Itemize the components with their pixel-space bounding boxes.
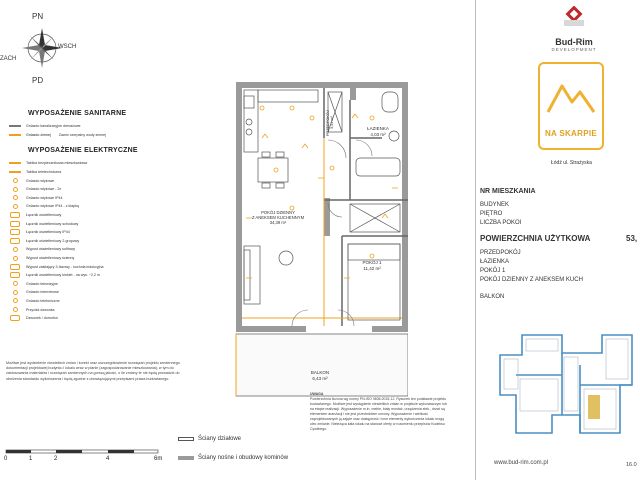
bud-rim-logo-icon	[562, 6, 586, 30]
electrical-symbol-icon	[13, 195, 18, 200]
electrical-symbol-icon	[13, 307, 18, 312]
hall-name: PRZEDPOKÓJ	[326, 110, 330, 136]
legend-row: Gniazdo wtykowe IP44 - z klapką	[4, 202, 164, 211]
kitchen-counter	[244, 90, 318, 152]
living-room-area: 34,39 m²	[269, 220, 287, 226]
room1-name: POKÓJ 1	[362, 260, 382, 265]
legend-row: Wypust oświetleniowy sufitowy	[4, 245, 164, 254]
electrical-symbol-icon	[13, 298, 18, 303]
electrical-symbol-icon	[13, 204, 18, 209]
project-logo	[538, 62, 604, 150]
hill-logo-icon	[540, 72, 602, 122]
spec-room-hall: PRZEDPOKÓJ	[480, 250, 521, 256]
compass-east: WSCH	[58, 44, 77, 50]
project-name: NA SKARPIE	[544, 129, 598, 138]
building-key-plan	[492, 325, 640, 443]
legend-row: Gniazdo wtykowe	[4, 176, 164, 185]
brand-logo	[534, 6, 614, 52]
spec-room-1: POKÓJ 1	[480, 268, 506, 274]
brand-sub: DEVELOPMENT	[551, 47, 597, 52]
electrical-symbol-icon	[10, 272, 20, 278]
compass-north: PN	[32, 12, 44, 21]
brand-name: Bud-Rim	[555, 37, 593, 47]
electrical-symbol-icon	[10, 238, 20, 244]
balcony-area: 6,43 m²	[312, 375, 328, 381]
spec-rooms: LICZBA POKOI	[480, 220, 522, 226]
legend-row: Gniazdo kanalizacyjne drenażowe	[4, 122, 164, 131]
scale-tick: 1	[29, 456, 33, 462]
electrical-title: WYPOSAŻENIE ELEKTRYCZNE	[28, 147, 138, 155]
living-room-name: POKÓJ DZIENNY	[261, 210, 295, 215]
balcony-area	[236, 334, 408, 396]
electrical-symbol-icon	[10, 212, 20, 218]
electrical-symbol-icon	[9, 162, 21, 164]
legend-row: Gniazdo internetowe	[4, 288, 164, 297]
note-right-title: UWAGA	[310, 392, 324, 396]
apartment-number-title: NR MIESZKANIA	[480, 188, 536, 195]
balcony-name: BALKON	[310, 370, 330, 375]
scale-tick: 2	[54, 456, 58, 462]
door-swings	[292, 140, 372, 326]
electrical-symbol-icon	[13, 256, 18, 261]
compass-rose	[0, 10, 84, 88]
scale-tick: 4	[106, 456, 110, 462]
scale-bar	[4, 448, 164, 474]
legend-row: Łącznik oświetleniowy 2-grupowy	[4, 237, 164, 246]
legend-row: Gniazdo telewizyjne	[4, 280, 164, 289]
legend-row: Łącznik oświetleniowy kinkiet - na wys. ~2,2 m	[4, 271, 164, 280]
legend-row: Łącznik oświetleniowy	[4, 211, 164, 220]
legend	[4, 110, 164, 322]
bathroom-name: ŁAZIENKA	[367, 126, 389, 131]
legend-row: Dzwonek / domofon	[4, 314, 164, 323]
compass-west: ZACH	[0, 56, 17, 62]
note-left: Możliwe jest wydzielenie niewielkich zmian i korekt oraz uszczegółowienie rozwiązań projektu zamiennego dokumentacji projektowej budynku i lokalu wraz w planie (zagospodarowanie mieszkowania), w tym do zastosowania materiałów i rozwiązań zamiennych na gorszą jakość, o ile zmiany te nie będą prowadzić do obniżenia standardu wykończenia i będą zgodne z obowiązującymi przepisami prawa budowlanego.	[6, 361, 180, 381]
usable-area-value: 53,	[626, 234, 638, 243]
legend-row: Gniazdo wtykowe - 2x	[4, 185, 164, 194]
electrical-symbol-icon	[10, 221, 20, 227]
scale-tick: 0	[4, 456, 8, 462]
electrical-symbol-icon	[13, 290, 18, 295]
electrical-symbol-icon	[10, 264, 20, 270]
compass-south: PD	[32, 76, 44, 85]
note-right-text: Powierzchnia liczona wg normy PN-ISO 9836:2015-12. Rysunek ten podstawie projektu budowlanego. Możliwe jest wystąpienie niewielkich zmian w projekcie wykonawczym lub na etapie realizacji. Wyposażenie m.in. meble, biały montaż, urządzenia elek., drzwi są elementem aranżacji i nie jest przedmiotem umowy. Wyposażenie i wielkość zaprojektowanych ją zajęte oraz dostępność i inne elementy wykończenia lokalu mogą ulec zmianie. Nieleżąca kata lokalu na stanowi oferty w rozumieniu przepisów Kodeksu Cywilnego.	[310, 397, 447, 431]
bathroom-area: 4,03 m²	[370, 131, 386, 137]
hall-area: 3,41 m²	[330, 116, 334, 130]
legend-row: Tablica bezpiecznikowa mieszkaniowa	[4, 159, 164, 168]
electrical-symbol-icon	[10, 315, 20, 321]
spec-room-bath: ŁAZIENKA	[480, 259, 510, 265]
panel-divider	[475, 0, 476, 480]
room1-area: 11,42 m²	[363, 265, 381, 271]
sanitary-title: WYPOSAŻENIE SANITARNE	[28, 110, 127, 117]
electrical-list	[4, 159, 164, 322]
legend-row: Gniazdo wtykowe IP44	[4, 194, 164, 203]
spec-balcony: BALKON	[480, 294, 505, 300]
living-room-name2: Z ANEKSEM KUCHENNYM	[251, 215, 305, 221]
electrical-symbol-icon	[13, 247, 18, 252]
legend-row: Łącznik oświetleniowy IP44	[4, 228, 164, 237]
legend-row: Przycisk dzwonka	[4, 305, 164, 314]
project-location: Łódź ul. Strażyska	[551, 160, 592, 166]
partition-swatch	[178, 437, 194, 441]
electrical-symbol-icon	[13, 281, 18, 286]
apartment-highlight	[588, 395, 600, 419]
electrical-symbol-icon	[13, 187, 18, 192]
legend-row: Wypust oświetleniowy ścienny	[4, 254, 164, 263]
note-right	[310, 392, 450, 432]
spec-room-living: POKÓJ DZIENNY Z ANEKSEM KUCH	[480, 277, 583, 283]
electrical-symbol-icon	[9, 171, 21, 173]
spec-building: BUDYNEK	[480, 202, 510, 208]
drain-icon	[9, 125, 21, 127]
legend-row: Tablica teletechniczna	[4, 168, 164, 177]
bearing-wall-key: Ściany nośne i obudowy kominów	[178, 455, 288, 461]
print-date: 16.0	[626, 462, 637, 468]
electrical-symbol-icon	[10, 229, 20, 235]
coffee-table	[279, 251, 293, 265]
floor-plan	[232, 78, 408, 440]
water-pipe-icon	[9, 134, 21, 136]
website-url[interactable]: www.bud-rim.com.pl	[494, 460, 549, 466]
partition-wall-key: Ściany działowe	[178, 436, 241, 442]
legend-row: Gniazdo zimnej Zawór czerpalny wody zimnej	[4, 131, 164, 140]
legend-row: Wypust zasilający 3-fazowy - kuchnia indukcyjna	[4, 262, 164, 271]
sofa	[244, 246, 260, 304]
spec-floor: PIĘTRO	[480, 211, 503, 217]
legend-row: Gniazdo telefoniczne	[4, 297, 164, 306]
load-bearing-walls	[236, 82, 408, 332]
electrical-symbol-icon	[13, 178, 18, 183]
bearing-swatch	[178, 456, 194, 460]
legend-row: Łącznik oświetleniowy schodowy	[4, 219, 164, 228]
dining-table	[258, 152, 288, 188]
scale-tick: 6m	[154, 456, 163, 462]
usable-area-title: POWIERZCHNIA UŻYTKOWA	[480, 234, 591, 243]
